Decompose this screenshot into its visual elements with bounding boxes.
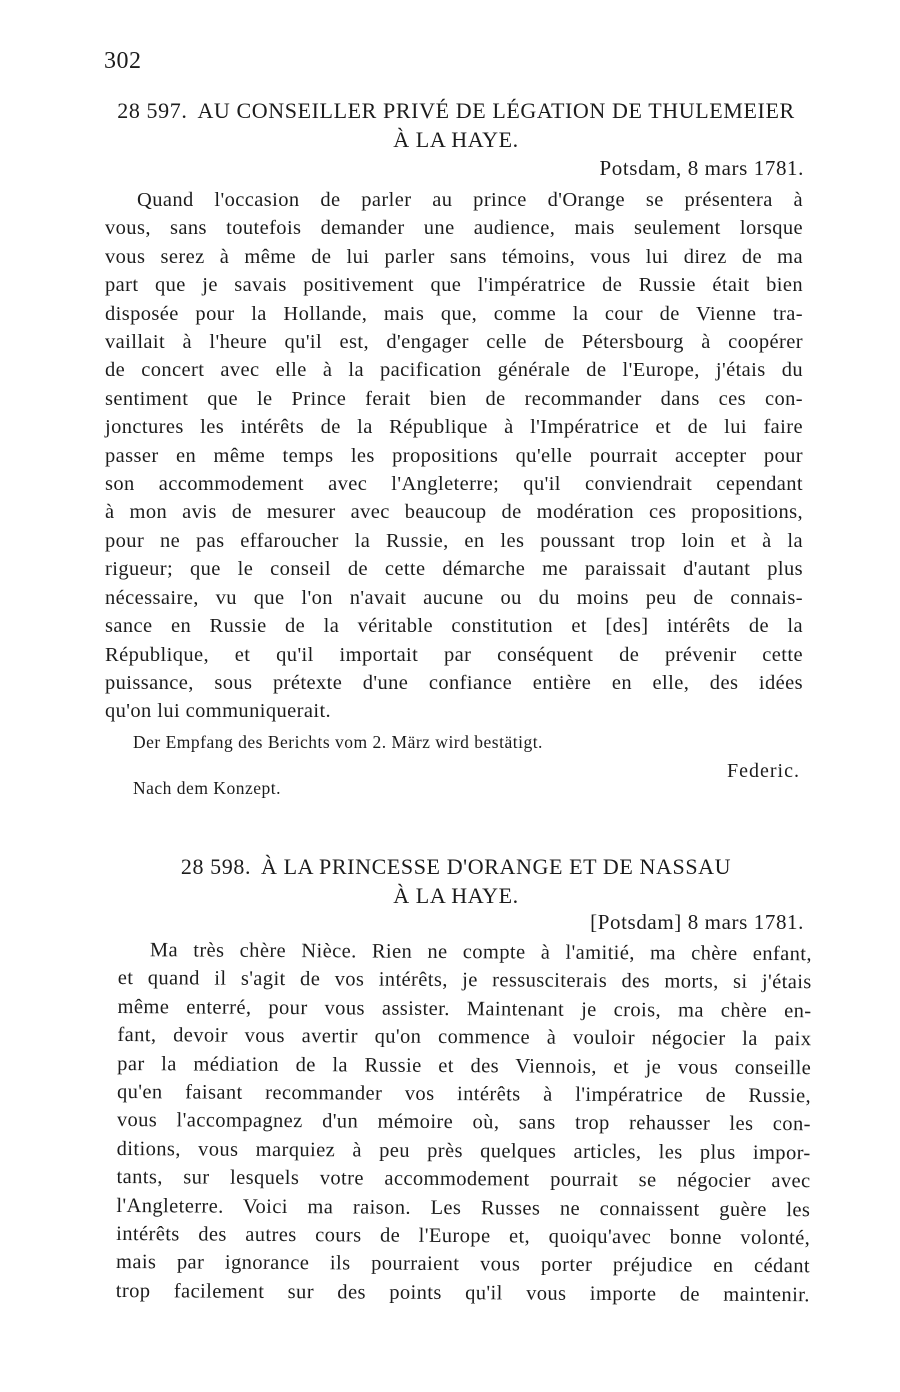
body-line: République, et qu'il importait par conséquent de prévenir cette — [105, 643, 803, 666]
body-line: mais par ignorance ils pourraient vous porter préjudice en cédant — [115, 1251, 811, 1278]
body-line: rigueur; que le conseil de cette démarche me paraissait d'autant plus — [105, 558, 803, 581]
body-line: trop facilement sur des points qu'il vous importe de maintenir. — [115, 1279, 810, 1307]
signature: Federic. — [727, 760, 800, 782]
letter-body — [116, 936, 812, 1310]
letter-number: 28 597. — [117, 98, 188, 123]
body-line: qu'on lui communiquerait. — [105, 700, 332, 723]
body-line: qu'en faisant recommander vos intérêts à l'impératrice de Russie, — [116, 1081, 812, 1108]
body-line: vous l'accompagnez d'un mémoire où, sans trop rehausser les con- — [116, 1109, 811, 1136]
body-line: puissance, sous prétexte d'une confiance entière en elle, des idées — [105, 671, 803, 694]
body-line: fant, devoir vous avertir qu'on commence à vouloir négocier la paix — [117, 1024, 812, 1051]
body-line: Ma très chère Nièce. Rien ne compte à l'amitié, ma chère enfant, — [149, 939, 812, 966]
body-line: ditions, vous marquiez à peu près quelques articles, les plus impor- — [116, 1137, 811, 1165]
heading-line-2: À LA HAYE. — [393, 883, 519, 908]
body-line: de concert avec elle à la pacification générale de l'Europe, j'étais du — [105, 359, 803, 382]
dateline: [Potsdam] 8 mars 1781. — [590, 910, 804, 934]
letter-heading — [96, 96, 816, 154]
body-line: vous serez à même de lui parler sans témoins, vous lui direz de ma — [105, 245, 803, 268]
body-line: vous, sans toutefois demander une audience, mais seulement lorsque — [105, 217, 803, 240]
heading-recipient: À LA PRINCESSE D'ORANGE ET DE NASSAU — [261, 854, 732, 879]
body-line: jonctures les intérêts de la République à l'Impératrice et de lui faire — [105, 416, 803, 439]
body-line: son accommodement avec l'Angleterre; qu'il conviendrait cependant — [105, 473, 803, 496]
body-line: pour ne pas effaroucher la Russie, en les poussant trop loin et à la — [105, 529, 803, 552]
body-line: Quand l'occasion de parler au prince d'Orange se présentera à — [137, 189, 803, 211]
body-line: part que je savais positivement que l'impératrice de Russie était bien — [105, 274, 803, 297]
body-line: par la médiation de la Russie et des Viennois, et je vous conseille — [117, 1052, 812, 1079]
letter-body — [105, 186, 803, 726]
body-line: intérêts des autres cours de l'Europe et, quoiqu'avec bonne volonté, — [116, 1223, 811, 1250]
heading-line-1 — [117, 98, 795, 123]
dateline: Potsdam, 8 mars 1781. — [599, 156, 804, 180]
body-line: sance en Russie de la véritable constitution et [des] intérêts de la — [105, 615, 803, 638]
body-line: même enterré, pour vous assister. Maintenant je crois, ma chère en- — [117, 995, 812, 1023]
body-line: l'Angleterre. Voici ma raison. Les Russes ne connaissent guère les — [116, 1194, 811, 1221]
body-line: disposée pour la Hollande, mais que, comme la cour de Vienne tra- — [105, 302, 803, 325]
heading-line-2: À LA HAYE. — [393, 127, 519, 152]
body-line: tants, sur lesquels votre accommodement pourrait se négocier avec — [116, 1166, 811, 1193]
heading-recipient: AU CONSEILLER PRIVÉ DE LÉGATION DE THULEMEIER — [197, 98, 795, 123]
body-line: et quand il s'agit de vos intérêts, je ressusciterais des morts, si j'étais — [117, 967, 812, 994]
page-number: 302 — [104, 48, 142, 74]
source-note: Nach dem Konzept. — [133, 778, 281, 798]
body-line: sentiment que le Prince ferait bien de recommander dans ces con- — [105, 387, 803, 410]
body-line: vaillait à l'heure qu'il est, d'engager celle de Pétersbourg à coopérer — [105, 331, 803, 354]
body-line: à mon avis de mesurer avec beaucoup de modération ces propositions, — [105, 501, 803, 524]
body-line: passer en même temps les propositions qu'elle pourrait accepter pour — [105, 444, 803, 467]
body-line: nécessaire, vu que l'on n'avait aucune ou du moins peu de connais- — [105, 586, 803, 609]
letter-heading — [96, 852, 816, 910]
editor-note: Der Empfang des Berichts vom 2. März wird bestätigt. — [133, 732, 543, 752]
heading-line-1 — [181, 854, 731, 879]
letter-number: 28 598. — [180, 854, 252, 879]
